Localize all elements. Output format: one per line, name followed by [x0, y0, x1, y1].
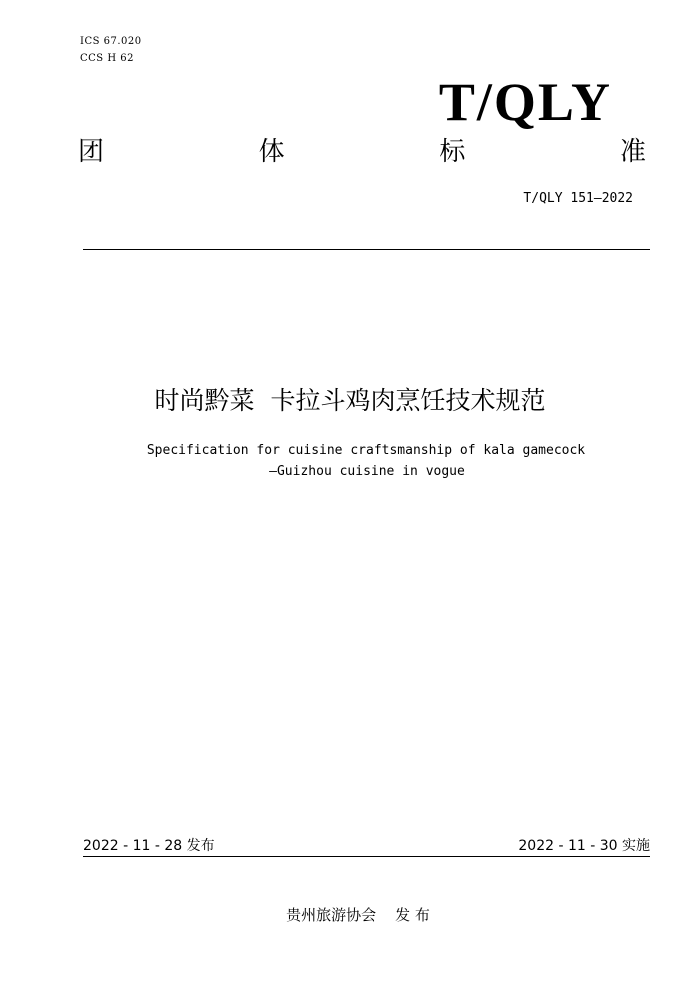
document-title-english-line2: —Guizhou cuisine in vogue — [269, 464, 465, 479]
implementation-date: 2022 - 11 - 30 实施 — [518, 838, 650, 854]
standard-type-char: 团 — [78, 137, 105, 167]
standard-type-heading — [78, 132, 646, 172]
header-divider — [83, 249, 650, 250]
footer-divider — [83, 856, 650, 857]
standard-number: T/QLY 151—2022 — [523, 191, 633, 206]
issue-date: 2022 - 11 - 28 发布 — [83, 838, 215, 854]
ics-code: ICS 67.020 — [80, 36, 142, 47]
standard-type-char: 准 — [619, 137, 646, 167]
ccs-code: CCS H 62 — [80, 53, 134, 64]
standard-logo: T/QLY — [438, 72, 612, 132]
document-title-english-line1: Specification for cuisine craftsmanship of kala gamecock — [146, 443, 586, 458]
standard-type-char: 体 — [258, 137, 285, 167]
standard-type-char: 标 — [439, 137, 466, 167]
publisher: 贵州旅游协会 发 布 — [286, 906, 430, 924]
document-title-chinese: 时尚黔菜 卡拉斗鸡肉烹饪技术规范 — [154, 386, 546, 415]
